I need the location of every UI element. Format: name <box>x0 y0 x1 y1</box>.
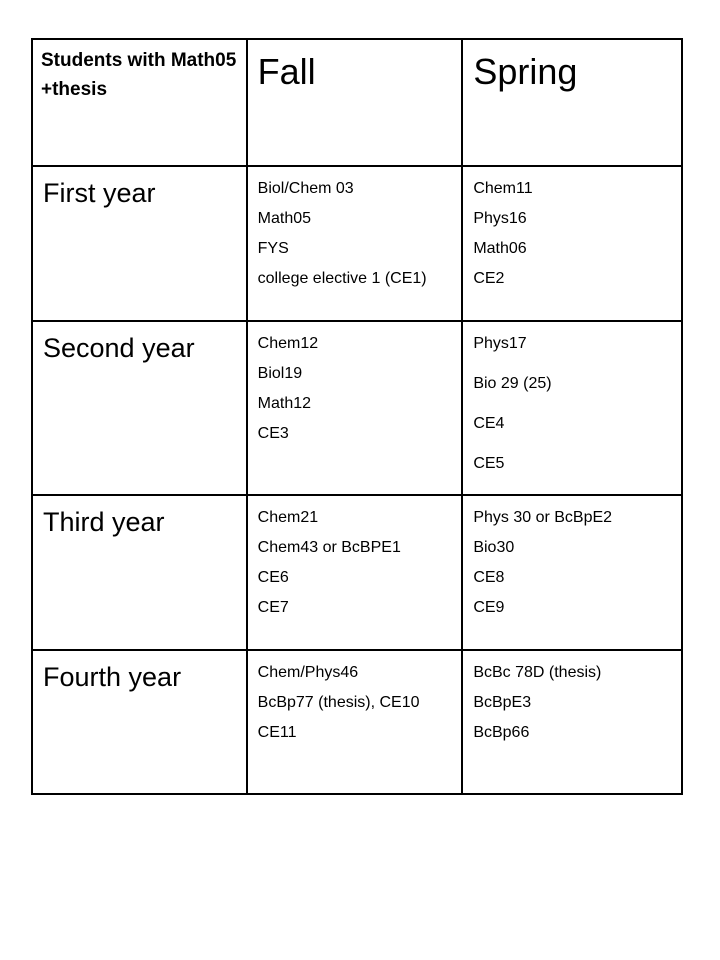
course-item: BcBp77 (thesis), CE10 <box>257 694 420 711</box>
spring-courses-cell <box>462 166 682 321</box>
course-item: CE2 <box>473 270 505 287</box>
course-schedule-table <box>31 38 683 795</box>
spring-course-list <box>463 496 681 618</box>
course-item: Math06 <box>473 240 527 257</box>
course-item: BcBp66 <box>473 724 530 741</box>
year-row-second <box>32 321 682 495</box>
course-item: Chem12 <box>257 335 319 352</box>
course-item: CE6 <box>257 569 289 586</box>
course-item: college elective 1 (CE1) <box>257 270 427 287</box>
course-item: Chem21 <box>257 509 319 526</box>
course-item: CE9 <box>473 599 505 616</box>
fall-courses-cell <box>247 495 463 650</box>
course-item: Biol19 <box>257 365 303 382</box>
fall-courses-cell <box>247 650 463 794</box>
fall-courses-cell <box>247 166 463 321</box>
year-label: Second year <box>43 333 195 363</box>
course-item: Math12 <box>257 395 312 412</box>
year-label: Third year <box>43 507 165 537</box>
header-spring: Spring <box>473 51 578 92</box>
year-label: First year <box>43 178 156 208</box>
course-item: Bio 29 (25) <box>473 375 552 392</box>
course-item: Phys16 <box>473 210 527 227</box>
course-item: BcBc 78D (thesis) <box>473 664 602 681</box>
course-item: CE11 <box>257 724 297 741</box>
year-row-fourth <box>32 650 682 794</box>
course-item: CE8 <box>473 569 505 586</box>
course-item: Phys 30 or BcBpE2 <box>473 509 613 526</box>
year-label-cell <box>32 321 247 495</box>
year-label: Fourth year <box>43 662 182 692</box>
header-label: Students with Math05 +thesis <box>41 50 237 100</box>
header-spring-cell <box>462 39 682 166</box>
course-item: Phys17 <box>473 335 527 352</box>
spring-courses-cell <box>462 321 682 495</box>
course-item: BcBpE3 <box>473 694 532 711</box>
course-item: FYS <box>257 240 289 257</box>
course-item: Bio30 <box>473 539 515 556</box>
course-item: CE5 <box>473 455 505 472</box>
course-item: Chem11 <box>473 180 533 197</box>
year-row-first <box>32 166 682 321</box>
header-row <box>32 39 682 166</box>
header-fall: Fall <box>257 51 316 92</box>
spring-course-list <box>463 651 681 743</box>
fall-course-list <box>248 651 462 743</box>
course-item: Biol/Chem 03 <box>257 180 354 197</box>
course-item: CE7 <box>257 599 289 616</box>
course-item: Chem43 or BcBPE1 <box>257 539 401 556</box>
fall-courses-cell <box>247 321 463 495</box>
course-item: Chem/Phys46 <box>257 664 359 681</box>
spring-courses-cell <box>462 495 682 650</box>
fall-course-list <box>248 496 462 618</box>
course-item: CE4 <box>473 415 505 432</box>
year-row-third <box>32 495 682 650</box>
year-label-cell <box>32 650 247 794</box>
fall-course-list <box>248 167 462 289</box>
spring-course-list <box>463 322 681 474</box>
spring-course-list <box>463 167 681 289</box>
year-label-cell <box>32 495 247 650</box>
fall-course-list <box>248 322 462 444</box>
header-label-cell <box>32 39 247 166</box>
header-fall-cell <box>247 39 463 166</box>
spring-courses-cell <box>462 650 682 794</box>
course-item: CE3 <box>257 425 289 442</box>
course-item: Math05 <box>257 210 312 227</box>
year-label-cell <box>32 166 247 321</box>
